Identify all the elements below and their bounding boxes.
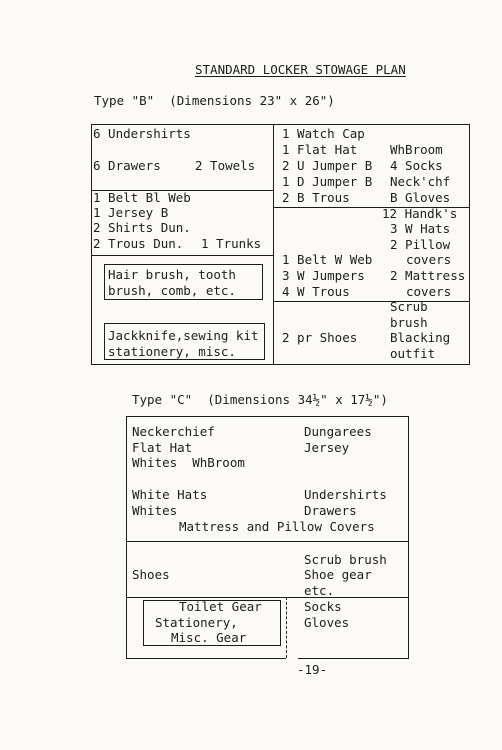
mattress-pillow-covers-item: Mattress and Pillow Covers [179,519,375,534]
etc-item: etc. [304,583,335,598]
stationery-item: Stationery, [155,615,238,630]
shoes-item: Shoes [132,567,170,582]
drawers-item: 6 Drawers [93,158,161,173]
type-c-divider [286,597,287,658]
neckerchief-item: Neckerchief [132,424,215,439]
socks-item: Socks [304,599,342,614]
type-c-heading: Type "C" (Dimensions 34½" x 17½") [132,392,388,407]
type-b-heading: Type "B" (Dimensions 23" x 26") [94,93,335,108]
hair-brush-line: Hair brush, tooth [108,267,236,282]
toilet-gear-item: Toilet Gear [179,599,262,614]
pillow-covers-item: covers [406,252,452,267]
jersey-b-item: 1 Jersey B [93,205,169,220]
jackknife-line: Jackknife,sewing kit [108,328,259,343]
w-trous-item: 4 W Trous [282,284,350,299]
blacking-outfit-item: outfit [390,346,436,361]
trous-dun-item: 2 Trous Dun. [93,236,184,251]
b-gloves-item: B Gloves [390,190,451,205]
d-jumper-item: 1 D Jumper B [282,174,373,189]
shoes-item: 2 pr Shoes [282,330,358,345]
w-jumpers-item: 3 W Jumpers [282,268,365,283]
drawers-item: Drawers [304,503,357,518]
page-title: STANDARD LOCKER STOWAGE PLAN [195,62,406,77]
type-b-center-divider [273,124,274,365]
type-c-left-border [126,416,127,659]
type-c-top-border [126,416,409,417]
type-c-right-border [408,416,409,659]
jackknife-line: stationery, misc. [108,344,236,359]
type-b-divider [91,255,273,256]
blacking-outfit-item: Blacking [390,330,451,345]
type-b-divider [273,301,470,302]
type-c-bottom-border [126,658,286,659]
socks-item: 4 Socks [390,158,443,173]
whbroom-item: WhBroom [390,142,443,157]
u-jumper-item: 2 U Jumper B [282,158,373,173]
watch-cap-item: 1 Watch Cap [282,126,365,141]
whites-whbroom-item: Whites WhBroom [132,455,245,470]
type-c-bottom-border [298,658,409,659]
misc-gear-item: Misc. Gear [171,630,247,645]
scrub-brush-item: brush [390,315,428,330]
undershirts-item: Undershirts [304,487,387,502]
belt-w-web-item: 1 Belt W Web [282,252,373,267]
shirts-dun-item: 2 Shirts Dun. [93,220,191,235]
dungarees-item: Dungarees [304,424,372,439]
handks-item: 12 Handk's [382,206,458,221]
type-c-divider [126,541,409,542]
hair-brush-line: brush, comb, etc. [108,283,236,298]
shoe-gear-item: Shoe gear [304,567,372,582]
towels-item: 2 Towels [195,158,256,173]
w-hats-item: 3 W Hats [390,221,451,236]
type-c-divider [126,597,409,598]
page-number: -19- [297,662,328,677]
white-hats-item: White Hats [132,487,208,502]
b-trous-item: 2 B Trous [282,190,350,205]
flat-hat-item: 1 Flat Hat [282,142,358,157]
trunks-item: 1 Trunks [201,236,262,251]
whites-item: Whites [132,503,178,518]
flat-hat-item: Flat Hat [132,440,193,455]
gloves-item: Gloves [304,615,350,630]
neckchf-item: Neck'chf [390,174,451,189]
mattress-covers-item: covers [406,284,452,299]
jersey-item: Jersey [304,440,350,455]
scrub-brush-item: Scrub brush [304,552,387,567]
undershirts-item: 6 Undershirts [93,126,191,141]
belt-bl-web-item: 1 Belt Bl Web [93,190,191,205]
pillow-covers-item: 2 Pillow [390,237,451,252]
scrub-brush-item: Scrub [390,299,428,314]
mattress-covers-item: 2 Mattress [390,268,466,283]
